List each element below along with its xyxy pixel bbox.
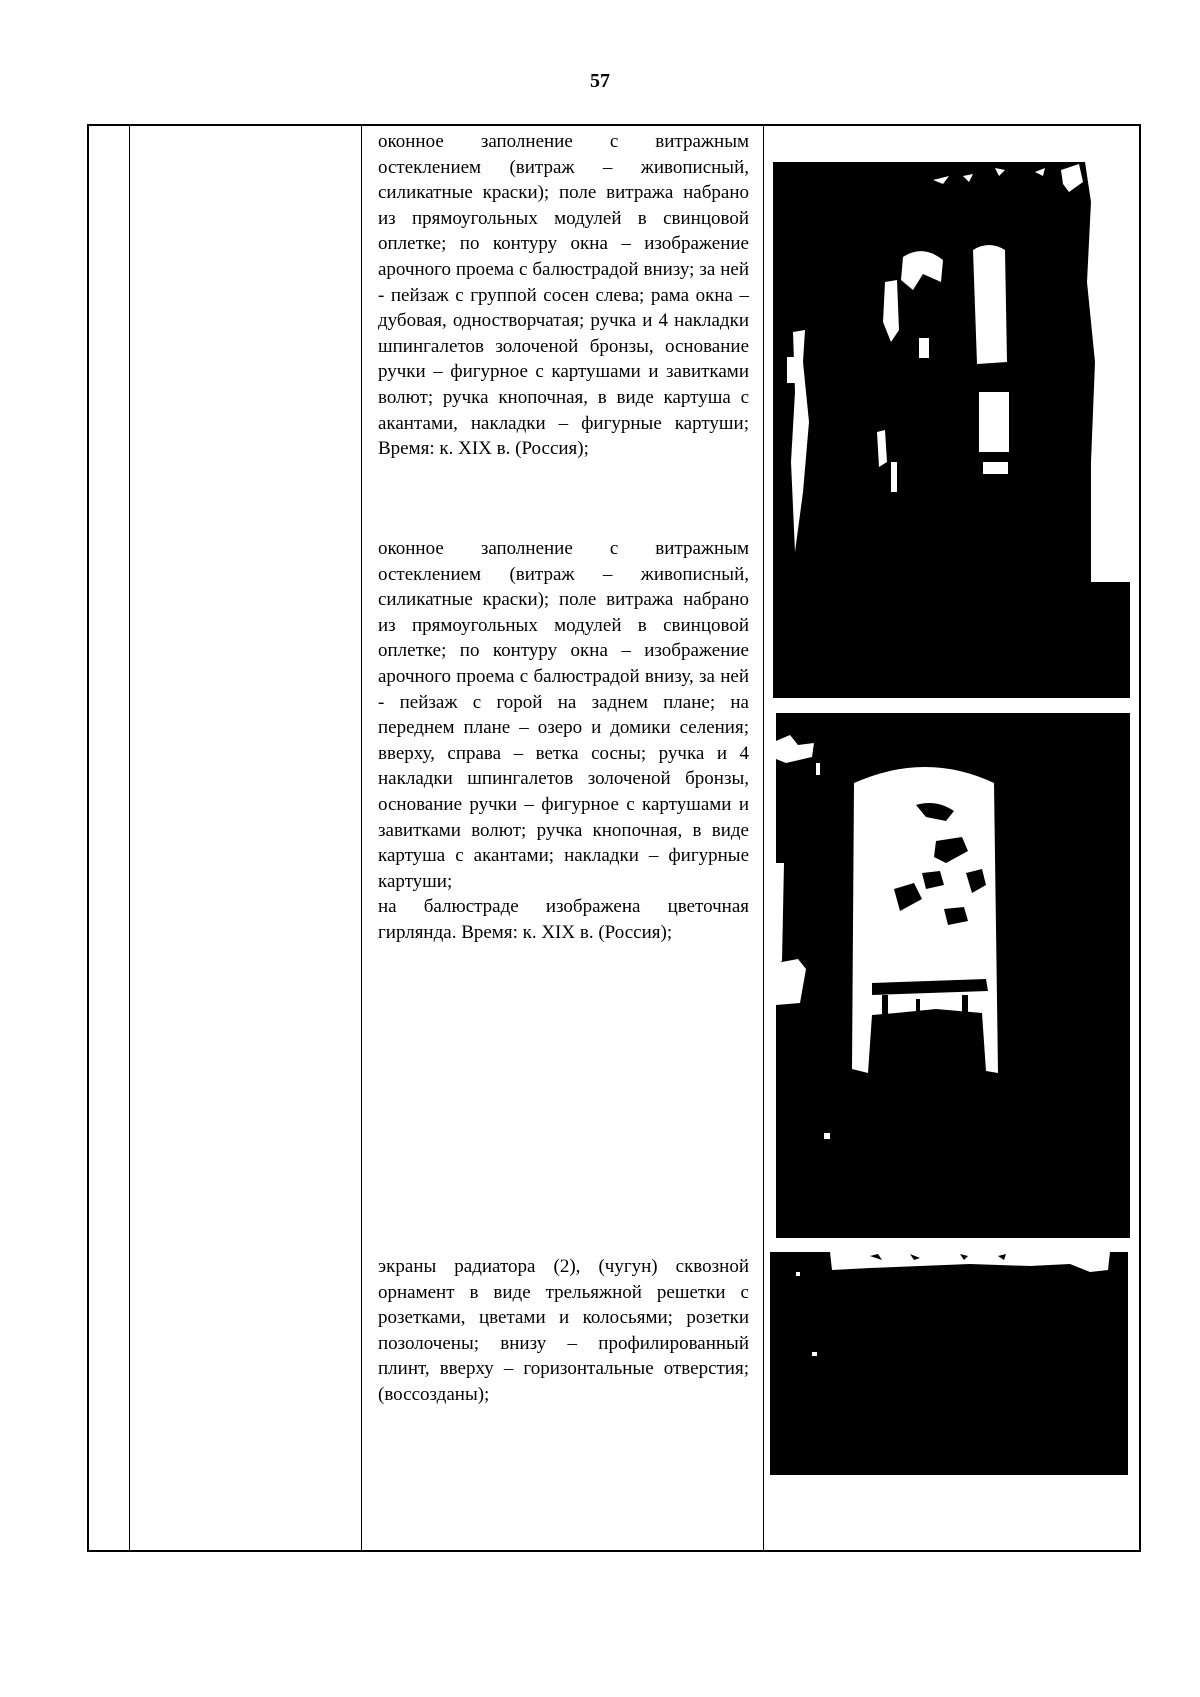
objects-table (87, 124, 1141, 1552)
page-number: 57 (590, 70, 610, 92)
description-radiator-screens: экраны радиатора (2), (чугун) сквозной орнамент в виде трельяжной решетки с розетками, цветами и колосьями; розетки позолочены; внизу – профилированный плинт, вверху – горизонтальные отверстия; (воссозданы); (378, 1256, 749, 1405)
description-window-2-main: оконное заполнение с витражным остеклением (витраж – живописный, силикатные краски); поле витража набрано из прямоугольных модулей в свинцовой оплетке; по контуру окна – изображение арочного проема с балюстрадой внизу, за ней - пейзаж с горой на заднем плане; на переднем плане – озеро и домики селения; вверху, справа – ветка сосны; ручка и 4 накладки шпингалетов золоченой бронзы, основание ручки – фигурное с картушами и завитками волют; ручка кнопочная, в виде картуша с акантами; накладки – фигурные картуши; (378, 538, 749, 892)
description-column (370, 126, 756, 1550)
column-divider-2 (361, 126, 362, 1550)
description-window-2 (378, 536, 749, 946)
description-window-1: оконное заполнение с витражным остеклением (витраж – живописный, силикатные краски); поле витража набрано из прямоугольных модулей в свинцовой оплетке; по контуру окна – изображение арочного проема с балюстрадой внизу; за ней - пейзаж с группой сосен слева; рама окна – дубовая, одностворчатая; ручка и 4 накладки шпингалетов золоченой бронзы, основание ручки – фигурное с картушами и завитками волют; ручка кнопочная, в виде картуша с акантами, накладки – фигурные картуши; Время: к. XIX в. (Россия); (378, 131, 749, 460)
description-window-2-extra: на балюстраде изображена цветочная гирлянда. Время: к. XIX в. (Россия); (378, 896, 749, 943)
photo-radiator-screens (770, 1252, 1128, 1475)
column-divider-3 (763, 126, 764, 1550)
column-divider-1 (129, 126, 130, 1550)
photo-window-1 (773, 162, 1130, 698)
photo-window-2 (776, 713, 1130, 1238)
